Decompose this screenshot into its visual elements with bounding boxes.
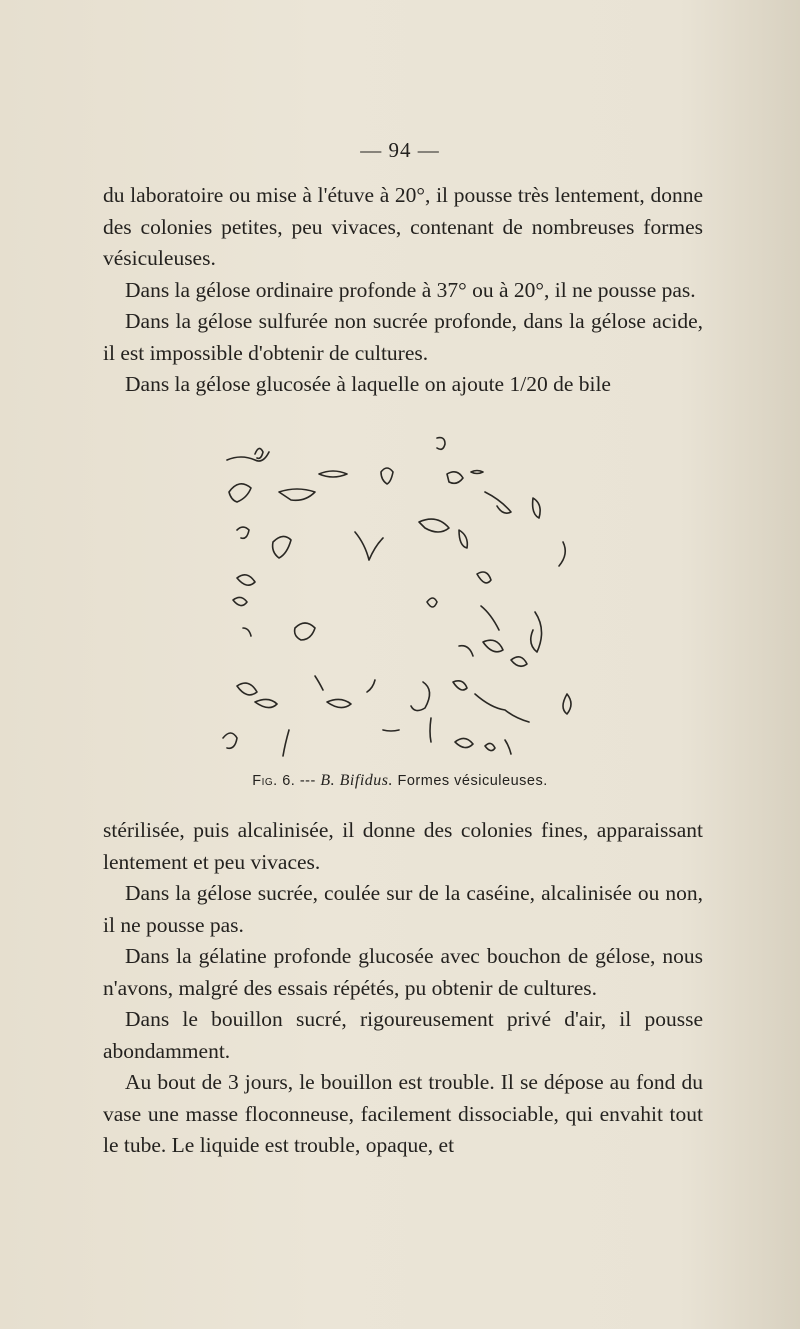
figure-caption bbox=[0, 772, 800, 790]
bacteria-drawing bbox=[215, 432, 595, 762]
text-block-bottom bbox=[103, 815, 703, 1162]
paragraph: Dans le bouillon sucré, rigoureusement privé d'air, il pousse abondamment. bbox=[103, 1007, 703, 1063]
caption-species: B. Bifidus. bbox=[320, 772, 393, 789]
caption-label: Fig. 6. --- bbox=[252, 773, 316, 789]
paragraph: du laboratoire ou mise à l'étuve à 20°, il pousse très lentement, donne des colonies petites, peu vivaces, contenant de nombreuses formes vésiculeuses. bbox=[103, 183, 703, 270]
caption-text: Formes vésiculeuses. bbox=[397, 773, 548, 789]
figure-bacteria-illustration bbox=[215, 432, 595, 762]
paragraph: Dans la gélose ordinaire profonde à 37° ou à 20°, il ne pousse pas. bbox=[125, 277, 696, 302]
text-block-top bbox=[103, 180, 703, 401]
paragraph: Dans la gélose sucrée, coulée sur de la caséine, alcalinisée ou non, il ne pousse pas. bbox=[103, 881, 703, 937]
paragraph: Dans la gélatine profonde glucosée avec bouchon de gélose, nous n'avons, malgré des essais répétés, pu obtenir de cultures. bbox=[103, 944, 703, 1000]
page-number: — 94 — bbox=[360, 138, 440, 162]
paragraph: stérilisée, puis alcalinisée, il donne des colonies fines, apparaissant lentement et peu vivaces. bbox=[103, 818, 703, 874]
paragraph: Au bout de 3 jours, le bouillon est trouble. Il se dépose au fond du vase une masse floconneuse, facilement dissociable, qui envahit tout le tube. Le liquide est trouble, opaque, et bbox=[103, 1070, 703, 1157]
paragraph: Dans la gélose glucosée à laquelle on ajoute 1/20 de bile bbox=[125, 372, 611, 396]
paragraph: Dans la gélose sulfurée non sucrée profonde, dans la gélose acide, il est impossible d'obtenir de cultures. bbox=[103, 309, 703, 365]
